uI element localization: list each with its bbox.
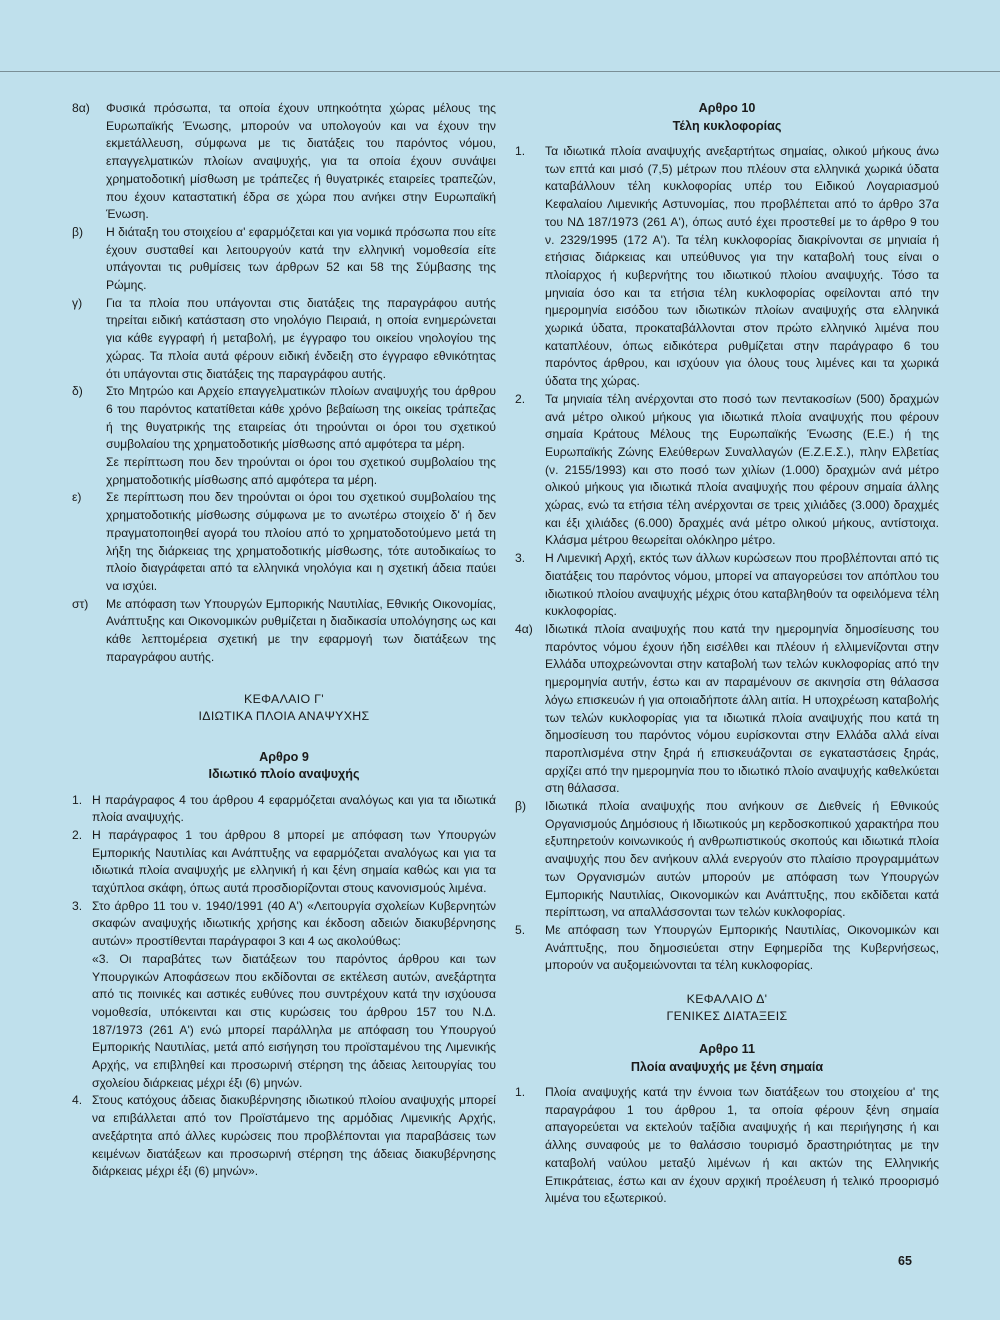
item-label: 1.: [72, 792, 83, 807]
article-title: Ιδιωτικό πλοίο αναψυχής: [208, 767, 360, 781]
item-label: 1.: [515, 144, 526, 158]
chapter-label: ΚΕΦΑΛΑΙΟ Δ': [686, 992, 768, 1007]
list-item: [515, 1084, 939, 1208]
paragraph-list-a: [72, 100, 496, 667]
item-text: Ιδιωτικά πλοία αναψυχής που κατά την ημερομηνία δημοσίευσης του παρόντος νόμου έχουν ήδη εισέλθει και πλέουν ή ελλιμενίζονται στην Ελλάδα υποχρεώνονται στην καταβολή των τελών κυκλοφορίας από την ημερομηνία αυτήν, έστω και αν παραμένουν σε ακινησία στη θάλασσα λόγω επισκευών ή για οποιαδήποτε άλλη αιτία. Η υποχρέωση καταβολής των τελών κυκλοφορίας για τα ιδιωτικά πλοία αναψυχής που κατά τη δημοσίευση του παρόντος νόμου ευρίσκονται στην Ελλάδα αλλά είναι παροπλισμένα στην ξηρά ή επισκευάζονται σε εγκαταστάσεις ξηράς, αρχίζει από την ημερομηνία που το ιδιωτικό πλοίο αναψυχής καθελκύεται στη θάλασσα.: [545, 621, 939, 796]
item-text: Ιδιωτικά πλοία αναψυχής που ανήκουν σε Διεθνείς ή Εθνικούς Οργανισμούς Δημόσιους ή Ιδιωτικούς μη κερδοσκοπικού χαρακτήρα που εξυπηρετούν κοινωνικούς ή ανθρωπιστικούς σκοπούς και ιδιωτικά πλοία αναψυχής που δεν ανήκουν αλλά ενεργούν στο πλαίσιο προγραμμάτων των Οργανισμών αυτών μπορούν με απόφαση των Υπουργών Εμπορικής Ναυτιλίας, Οικονομικών και Ανάπτυξης, που εκδίδεται κατά περίπτωση, να απαλλάσσονται των τελών κυκλοφορίας.: [545, 799, 939, 920]
item-label: στ): [72, 596, 89, 611]
list-item: [515, 621, 939, 798]
article-title: Τέλη κυκλοφορίας: [672, 118, 782, 133]
item-text: Φυσικά πρόσωπα, τα οποία έχουν υπηκοότητα χώρας μέλους της Ευρωπαϊκής Ένωσης, μπορούν να υπολογούν και να έχουν την εκμετάλλευση, σύμφωνα με τις διατάξεις του παρόντος νόμου, επαγγελματικών πλοίων αναψυχής, για τα οποία έχουν συνάψει χρηματοδοτική μίσθωση με τράπεζες ή θυγατρικές εταιρείες τραπεζών, που έχουν καταστατική έδρα σε χώρα που ανήκει στην Ευρωπαϊκή Ένωση.: [106, 101, 496, 222]
list-item: [515, 550, 939, 621]
article-10-list: [515, 143, 939, 975]
item-text: Στους κατόχους άδειας διακυβέρνησης ιδιωτικού πλοίου αναψυχής μπορεί να επιβάλλεται από τον Προϊστάμενο της αρμόδιας Λιμενικής Αρχής, ανεξάρτητα από άλλες κυρώσεις που προβλέπονται για παραβάσεις των κειμένων διατάξεων και προσωρινή στέρηση της άδειας διακυβέρνησης διάρκειας μέχρι έξι (6) μηνών».: [92, 1093, 496, 1179]
list-item: [72, 100, 496, 224]
item-text: Σε περίπτωση που δεν τηρούνται οι όροι του σχετικού συμβολαίου της χρηματοδοτικής μίσθωσης σύμφωνα με το ανωτέρω στοιχείο δ' ή δεν πραγματοποιηθεί αγορά του πλοίου από το χρηματοδοτούμενο μετά τη λήξη της διάρκειας της χρηματοδοτικής μίσθωσης, τότε αυτοδικαίως το πλοίο διαγράφεται από τα ελληνικά νηολόγια και η σχετική άδεια παύει να ισχύει.: [106, 490, 496, 593]
list-item: [515, 391, 939, 550]
article-label: Αρθρο 11: [699, 1042, 755, 1057]
item-text: Με απόφαση των Υπουργών Εμπορικής Ναυτιλίας, Οικονομικών και Ανάπτυξης, που δημοσιεύεται στην Εφημερίδα της Κυβερνήσεως, μπορούν να αυξομειώνονται τα τέλη κυκλοφορίας.: [545, 922, 939, 973]
item-text: Η παράγραφος 4 του άρθρου 4 εφαρμόζεται αναλόγως και για τα ιδιωτικά πλοία αναψυχής.: [92, 792, 496, 825]
item-label: β): [515, 799, 527, 814]
right-column: [515, 100, 939, 1208]
chapter-label: ΚΕΦΑΛΑΙΟ Γ': [244, 691, 324, 706]
item-text: Με απόφαση των Υπουργών Εμπορικής Ναυτιλίας, Εθνικής Οικονομίας, Ανάπτυξης και Οικονομικών ρυθμίζεται η διαδικασία υπολόγησης ως και κάθε λεπτομέρεια σχετική με την εφαρμογή των διατάξεων της παραγράφου αυτής.: [106, 596, 496, 664]
left-column: [72, 100, 496, 1181]
item-label: 5.: [515, 922, 526, 937]
item-text: Πλοία αναψυχής κατά την έννοια των διατάξεων του στοιχείου α' της παραγράφου 1 του άρθρου 1, τα οποία φέρουν ξένη σημαία απαγορεύεται να εκτελούν ταξίδια αναψυχής ή και περιήγησης ή και άλλης συναφούς με το θαλάσσιο τουρισμό δραστηριότητας με την καταβολή ναύλου μεταξύ λιμένων ή και ακτών της Ελληνικής Επικράτειας, έστω και αν έχουν αρχική προέλευση ή τελικό προορισμό λιμένα του εξωτερικού.: [545, 1085, 939, 1206]
chapter-title: ΙΔΙΩΤΙΚΑ ΠΛΟΙΑ ΑΝΑΨΥΧΗΣ: [198, 708, 370, 723]
list-item: [515, 798, 939, 922]
item-label: 3.: [515, 551, 526, 566]
item-note: Σε περίπτωση που δεν τηρούνται οι όροι του σχετικού συμβολαίου της χρηματοδοτικής μίσθωσης από αμφότερα τα μέρη.: [106, 455, 496, 487]
chapter-title: ΓΕΝΙΚΕΣ ΔΙΑΤΑΞΕΙΣ: [666, 1009, 788, 1024]
list-item: [72, 792, 496, 827]
item-text: Στο Μητρώο και Αρχείο επαγγελματικών πλοίων αναψυχής του άρθρου 6 του παρόντος κατατίθεται κάθε χρόνο βεβαίωση της οικείας τράπεζας ή της θυγατρικής της εταιρείας ότι τηρούνται οι όροι του σχετικού συμβολαίου της χρηματοδοτικής μίσθωσης από αμφότερα τα μέρη.: [106, 384, 496, 452]
item-text: Η διάταξη του στοιχείου α' εφαρμόζεται και για νομικά πρόσωπα που είτε έχουν συσταθεί και λειτουργούν κατά την ελληνική νομοθεσία είτε υπάγονται τις ρυθμίσεις των άρθρων 52 και 58 της Σύμβασης της Ρώμης.: [106, 224, 496, 293]
article-11-list: [515, 1084, 939, 1208]
item-label: 4α): [515, 621, 533, 636]
item-text: Τα ιδιωτικά πλοία αναψυχής ανεξαρτήτως σημαίας, ολικού μήκους άνω των επτά και μισό (7,5) μέτρων που πλέουν στα ελληνικά χωρικά ύδατα καταβάλλουν τέλη κυκλοφορίας υπέρ του Ειδικού Λογαριασμού Κεφαλαίου Λιμενικής Αστυνομίας, που προβλέπεται από το άρθρο 37α του ΝΔ 187/1973 (261 Α'), όπως αυτό έχει προστεθεί με το άρθρο 9 του ν. 2329/1995 (172 Α'). Τα τέλη κυκλοφορίας διακρίνονται σε μηνιαία ή ετήσιας διάρκειας και υπεύθυνος για την καταβολή τους είναι ο πλοίαρχος ή κυβερνήτης του ιδιωτικού πλοίου αναψυχής. Τόσο τα μηνιαία όσο και τα ετήσια τέλη κυκλοφορίας οφείλονται από την ημερομηνία εισόδου των ιδιωτικών πλοίων αναψυχής στα ελληνικά χωρικά ύδατα, προκαταβάλλονται στον πρώτο ελληνικό λιμένα που καταπλέουν, όπως ειδικότερα ρυθμίζεται στην παράγραφο 6 του παρόντος άρθρου, και ισχύουν για όλους τους λιμένες και τα χωρικά ύδατα της χώρας.: [545, 144, 939, 389]
article-label: Αρθρο 9: [259, 749, 309, 764]
list-item: [72, 224, 496, 295]
article-title: Πλοία αναψυχής με ξένη σημαία: [630, 1059, 824, 1074]
list-item: [72, 295, 496, 384]
item-label: γ): [72, 295, 83, 310]
article-label: Αρθρο 10: [698, 101, 756, 115]
list-item: [72, 596, 496, 667]
list-item: [72, 898, 496, 951]
item-text: Η Λιμενική Αρχή, εκτός των άλλων κυρώσεων που προβλέπονται από τις διατάξεις του παρόντος νόμου, μπορεί να απαγορεύσει τον απόπλου του ιδιωτικού πλοίου αναψυχής μέχρις ότου καταβληθούν τα οφειλόμενα τέλη κυκλοφορίας.: [545, 551, 939, 619]
item-label: δ): [72, 384, 83, 399]
list-item: [515, 143, 939, 391]
top-rule: [0, 71, 1000, 72]
item-label: ε): [72, 490, 82, 505]
item-text: Τα μηνιαία τέλη ανέρχονται στο ποσό των πεντακοσίων (500) δραχμών ανά μέτρο ολικού μήκους για ιδιωτικά πλοία αναψυχής που φέρουν σημαία Κράτους Μέλους της Ευρωπαϊκής Ένωσης (Ε.Ε.) ή της Ευρωπαϊκής Ζώνης Ελεύθερων Συναλλαγών (Ε.Ζ.Ε.Σ.), πλην Ελβετίας (ν. 2155/1993) και στο ποσό των χιλίων (1.000) δραχμών ανά μέτρο ολικού μήκους για ιδιωτικά πλοία αναψυχής που φέρουν σημαία άλλης χώρας, ενώ τα ετήσια τέλη ανέρχονται σε τρεις χιλιάδες (3.000) δραχμές και έξι χιλιάδες (6.000) δραχμές ανά μέτρο ολικού μήκους, αντίστοιχα. Κλάσμα μέτρου θεωρείται ολόκληρο μέτρο.: [545, 391, 939, 548]
list-item: [72, 827, 496, 898]
list-item: [72, 383, 496, 454]
list-item: [72, 489, 496, 595]
item-label: 3.: [72, 898, 83, 913]
page-number: 65: [898, 1254, 912, 1268]
item-label: 1.: [515, 1085, 526, 1100]
quoted-paragraph: «3. Οι παραβάτες των διατάξεων του παρόντος άρθρου και των Υπουργικών Αποφάσεων που εκδίδονται σε εκτέλεση αυτών, ανεξάρτητα από τις ποινικές και αστικές ευθύνες που συντρέχουν κατά την ισχύουσα νομοθεσία, υπόκεινται και στις κυρώσεις του άρθρου 157 του Ν.Δ. 187/1973 (261 Α') ενώ μπορεί παράλληλα με απόφαση του Υπουργού Εμπορικής Ναυτιλίας, μετά από εισήγηση του προϊσταμένου της Λιμενικής Αρχής, να επιβληθεί και προσωρινή στέρηση της άδειας λειτουργίας του σχολείου διάρκειας μέχρι έξι (6) μηνών.: [92, 951, 496, 1090]
item-label: β): [72, 224, 84, 239]
item-text: Για τα πλοία που υπάγονται στις διατάξεις της παραγράφου αυτής τηρείται ειδική κατάσταση στο νηολόγιο Πειραιά, η οποία ενημερώνεται για κάθε εγγραφή ή μεταβολή, με έγγραφο του οικείου νηολογίου της χώρας. Τα πλοία αυτά φέρουν ειδική ένδειξη στο έγγραφο εθνικότητας ότι υπάγονται στις διατάξεις της παραγράφου αυτής.: [106, 295, 496, 381]
article-9-list: [72, 792, 496, 1181]
item-text: Η παράγραφος 1 του άρθρου 8 μπορεί με απόφαση των Υπουργών Εμπορικής Ναυτιλίας και Ανάπτυξης να εφαρμόζεται αναλόγως και για τα ιδιωτικά πλοία αναψυχής με ελληνική ή και ξένη σημαία καθώς και για τα ταχύπλοα σκάφη, όπως αυτά προσδιορίζονται στους κανονισμούς λιμένα.: [92, 827, 496, 896]
list-item: [72, 1092, 496, 1181]
item-label: 8α): [72, 101, 90, 115]
item-label: 2.: [72, 827, 83, 842]
item-text: Στο άρθρο 11 του ν. 1940/1991 (40 Α') «Λειτουργία σχολείων Κυβερνητών σκαφών αναψυχής ιδιωτικής χρήσης και έκδοση αδειών διακυβέρνησης αυτών» προστίθενται παράγραφοι 3 και 4 ως ακολούθως:: [92, 898, 496, 949]
item-label: 4.: [72, 1093, 83, 1108]
list-item: [515, 922, 939, 975]
item-label: 2.: [515, 391, 526, 406]
